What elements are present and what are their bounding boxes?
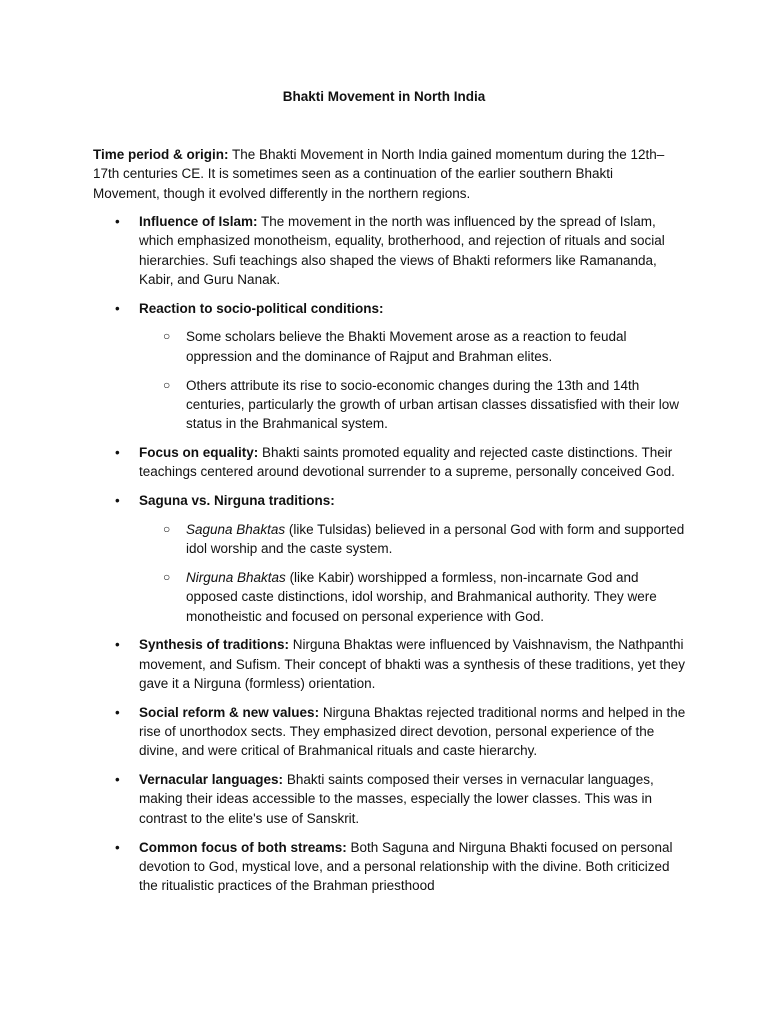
- bullet-item-social-reform: [0, 703, 768, 761]
- bullet-marker: •: [115, 704, 120, 720]
- sub-text: (like Kabir) worshipped a formless, non-incarnate God and opposed caste distinctions, idol worship, and Brahmanical authority. They were monotheistic and focused on personal experience with God.: [186, 569, 657, 624]
- bullet-item-vernacular-languages: [0, 770, 768, 828]
- bullet-lead: Synthesis of traditions:: [139, 637, 290, 653]
- intro-paragraph: [93, 145, 683, 203]
- sub-item: [139, 376, 688, 434]
- intro-lead: Time period & origin:: [93, 147, 229, 162]
- intro-text: The Bhakti Movement in North India gained momentum during the 12th–17th centuries CE. It is sometimes seen as a continuation of the earlier southern Bhakti Movement, though it evolved differently in the northern regions.: [93, 147, 665, 201]
- bullet-text: Both Saguna and Nirguna Bhakti focused on personal devotion to God, mystical love, and a personal relationship with the divine. Both criticized the ritualistic practices of the Brahman priesthood: [139, 839, 673, 894]
- bullet-list: [0, 212, 768, 905]
- bullet-text: Bhakti saints composed their verses in vernacular languages, making their ideas accessible to the masses, especially the lower classes. This was in contrast to the elite's use of Sanskrit.: [139, 772, 654, 826]
- bullet-item-reaction-socio-political: [0, 299, 768, 434]
- bullet-item-common-focus: [0, 838, 768, 896]
- sub-emphasis: Nirguna Bhaktas: [186, 569, 286, 585]
- sub-text: Others attribute its rise to socio-economic changes during the 13th and 14th centuries, particularly the growth of urban artisan classes dissatisfied with their low status in the Brahmanical system.: [186, 377, 679, 432]
- sub-text: Some scholars believe the Bhakti Movement arose as a reaction to feudal oppression and the dominance of Rajput and Brahman elites.: [186, 329, 627, 364]
- bullet-marker: •: [115, 839, 120, 855]
- bullet-marker: •: [115, 493, 120, 509]
- sub-item: [139, 568, 688, 626]
- bullet-lead: Reaction to socio-political conditions:: [139, 300, 384, 316]
- bullet-text: Bhakti saints promoted equality and rejected caste distinctions. Their teachings centered around devotional surrender to a supreme, personally conceived God.: [139, 444, 675, 480]
- sub-item: [139, 520, 688, 559]
- bullet-item-saguna-vs-nirguna: [0, 491, 768, 626]
- bullet-marker: •: [115, 214, 120, 229]
- bullet-lead: Focus on equality:: [139, 444, 259, 460]
- bullet-lead: Common focus of both streams:: [139, 839, 347, 855]
- bullet-marker: •: [115, 300, 120, 316]
- bullet-text: Nirguna Bhaktas were influenced by Vaishnavism, the Nathpanthi movement, and Sufism. Their concept of bhakti was a synthesis of these traditions, yet they gave it a Nirguna (formless) orientation.: [139, 637, 686, 691]
- sub-marker: ○: [163, 329, 171, 344]
- sub-text: (like Tulsidas) believed in a personal God with form and supported idol worship and the caste system.: [186, 521, 685, 557]
- bullet-marker: •: [115, 637, 120, 653]
- bullet-marker: •: [115, 772, 120, 788]
- bullet-text: Nirguna Bhaktas rejected traditional norms and helped in the rise of unorthodox sects. They emphasized direct devotion, personal experience of the divine, and were critical of Brahmanical rituals and caste hierarchy.: [139, 704, 686, 759]
- document-title: Bhakti Movement in North India: [282, 89, 486, 104]
- bullet-item-focus-on-equality: [0, 443, 768, 482]
- sub-item: [139, 327, 688, 366]
- bullet-lead: Vernacular languages:: [139, 772, 284, 788]
- sub-list: [139, 327, 688, 433]
- sub-marker: ○: [163, 521, 171, 536]
- bullet-lead: Social reform & new values:: [139, 704, 320, 720]
- sub-list: [139, 520, 688, 626]
- sub-marker: ○: [163, 377, 171, 392]
- bullet-item-synthesis-of-traditions: [0, 635, 768, 693]
- sub-marker: ○: [163, 569, 171, 584]
- bullet-text: The movement in the north was influenced by the spread of Islam, which emphasized monotheism, equality, brotherhood, and rejection of rituals and social hierarchies. Sufi teachings also shaped the views of Bhakti reformers like Ramananda, Kabir, and Guru Nanak.: [139, 214, 665, 287]
- bullet-marker: •: [115, 444, 120, 460]
- bullet-lead: Saguna vs. Nirguna traditions:: [139, 493, 335, 509]
- bullet-lead: Influence of Islam:: [139, 214, 258, 229]
- bullet-item-influence-of-islam: [0, 212, 768, 289]
- sub-emphasis: Saguna Bhaktas: [186, 521, 286, 537]
